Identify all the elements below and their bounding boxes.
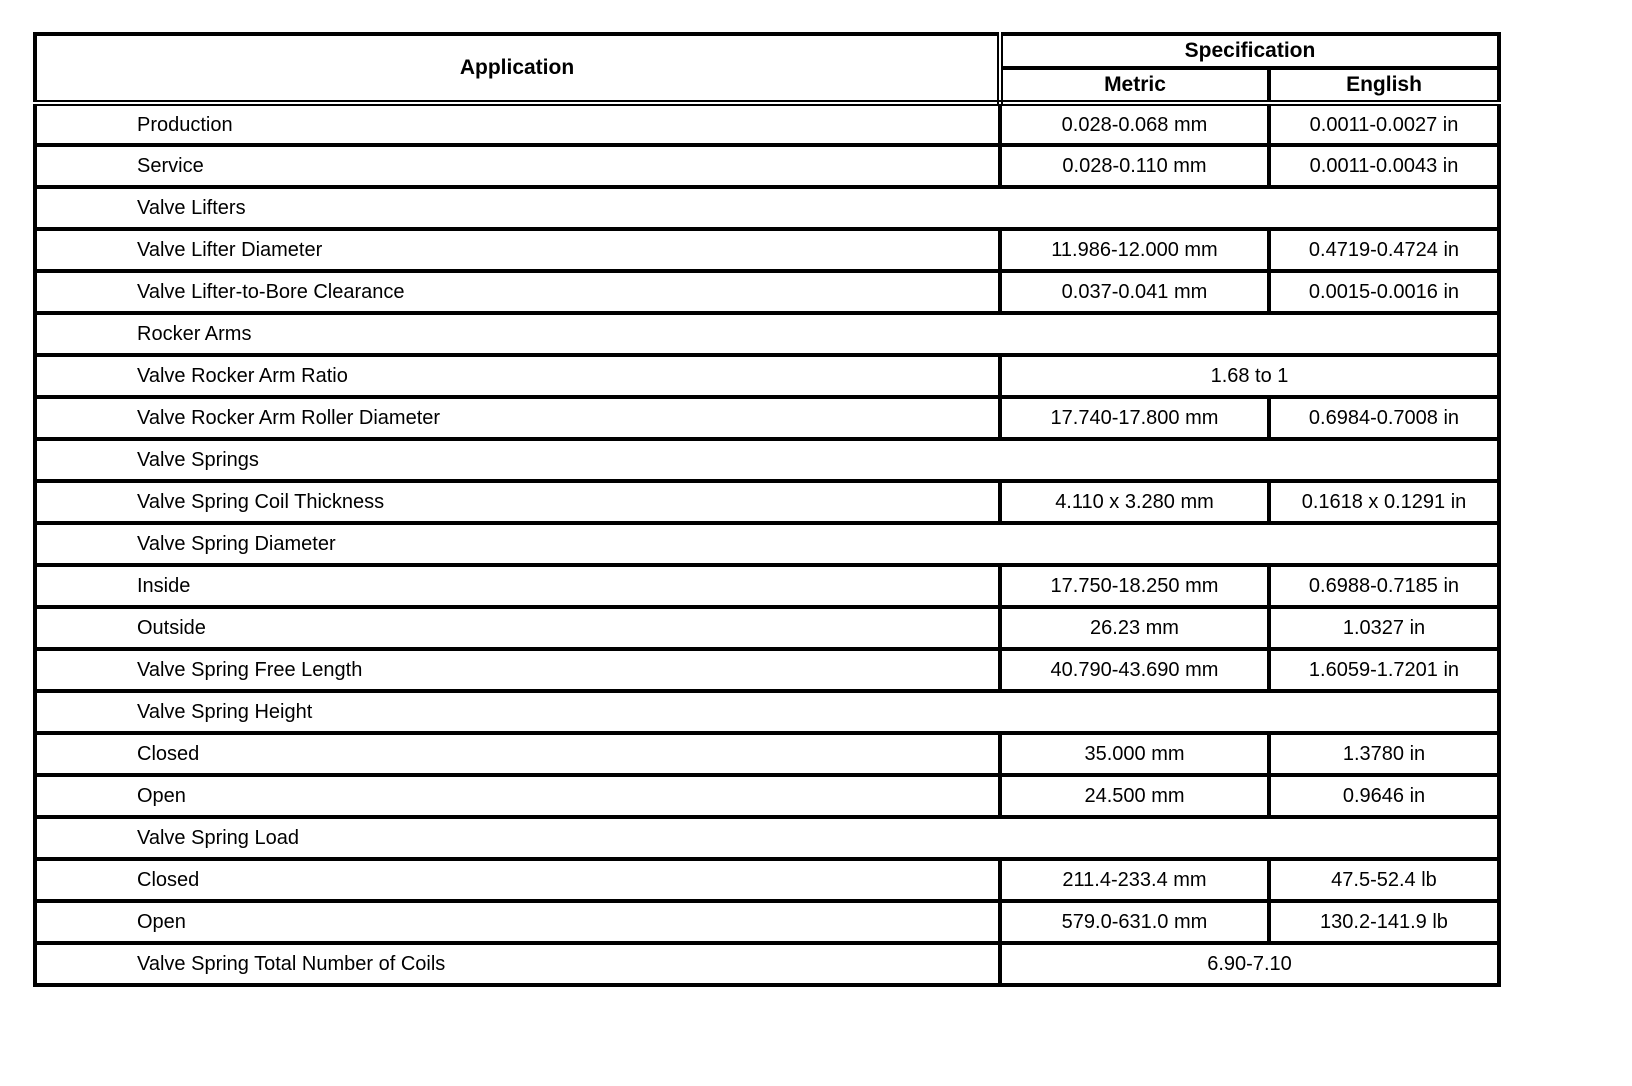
metric-value: 579.0-631.0 mm xyxy=(1000,901,1269,943)
metric-value: 24.500 mm xyxy=(1000,775,1269,817)
row-label: Closed xyxy=(35,859,1000,901)
row-label: Valve Spring Coil Thickness xyxy=(35,481,1000,523)
metric-value: 211.4-233.4 mm xyxy=(1000,859,1269,901)
metric-value: 11.986-12.000 mm xyxy=(1000,229,1269,271)
row-label: Valve Spring Free Length xyxy=(35,649,1000,691)
english-value: 0.6988-0.7185 in xyxy=(1269,565,1499,607)
table-row xyxy=(35,607,1499,649)
section-label: Valve Springs xyxy=(35,439,1499,481)
metric-value: 35.000 mm xyxy=(1000,733,1269,775)
table-row xyxy=(35,397,1499,439)
metric-value: 0.028-0.068 mm xyxy=(1000,103,1269,145)
english-value: 0.0015-0.0016 in xyxy=(1269,271,1499,313)
english-value: 0.4719-0.4724 in xyxy=(1269,229,1499,271)
english-value: 0.0011-0.0043 in xyxy=(1269,145,1499,187)
english-value: 0.9646 in xyxy=(1269,775,1499,817)
row-label: Open xyxy=(35,901,1000,943)
section-row xyxy=(35,439,1499,481)
row-label: Service xyxy=(35,145,1000,187)
table-row xyxy=(35,859,1499,901)
row-label: Valve Lifter Diameter xyxy=(35,229,1000,271)
table-row xyxy=(35,355,1499,397)
spec-span-value: 1.68 to 1 xyxy=(1000,355,1499,397)
row-label: Valve Rocker Arm Roller Diameter xyxy=(35,397,1000,439)
row-label: Production xyxy=(35,103,1000,145)
english-value: 47.5-52.4 lb xyxy=(1269,859,1499,901)
valve-specifications-table xyxy=(33,32,1501,987)
col-header-metric: Metric xyxy=(1000,68,1269,103)
metric-value: 0.037-0.041 mm xyxy=(1000,271,1269,313)
section-row xyxy=(35,691,1499,733)
table-header xyxy=(35,34,1499,103)
table-row xyxy=(35,943,1499,985)
table-row xyxy=(35,649,1499,691)
table-row xyxy=(35,775,1499,817)
section-label: Valve Spring Load xyxy=(35,817,1499,859)
metric-value: 4.110 x 3.280 mm xyxy=(1000,481,1269,523)
table-row xyxy=(35,901,1499,943)
english-value: 0.1618 x 0.1291 in xyxy=(1269,481,1499,523)
table-row xyxy=(35,145,1499,187)
table-row xyxy=(35,229,1499,271)
row-label: Open xyxy=(35,775,1000,817)
section-row xyxy=(35,313,1499,355)
table-row xyxy=(35,565,1499,607)
metric-value: 26.23 mm xyxy=(1000,607,1269,649)
col-header-english: English xyxy=(1269,68,1499,103)
col-header-specification: Specification xyxy=(1000,34,1499,68)
col-header-application: Application xyxy=(35,34,1000,103)
row-label: Valve Spring Total Number of Coils xyxy=(35,943,1000,985)
section-label: Valve Spring Height xyxy=(35,691,1499,733)
english-value: 1.0327 in xyxy=(1269,607,1499,649)
english-value: 1.3780 in xyxy=(1269,733,1499,775)
row-label: Valve Rocker Arm Ratio xyxy=(35,355,1000,397)
row-label: Valve Lifter-to-Bore Clearance xyxy=(35,271,1000,313)
section-row xyxy=(35,817,1499,859)
table-row xyxy=(35,103,1499,145)
section-row xyxy=(35,187,1499,229)
table-row xyxy=(35,481,1499,523)
english-value: 0.6984-0.7008 in xyxy=(1269,397,1499,439)
header-row-1 xyxy=(35,34,1499,68)
metric-value: 40.790-43.690 mm xyxy=(1000,649,1269,691)
metric-value: 0.028-0.110 mm xyxy=(1000,145,1269,187)
section-row xyxy=(35,523,1499,565)
table-body xyxy=(35,103,1499,985)
english-value: 0.0011-0.0027 in xyxy=(1269,103,1499,145)
english-value: 130.2-141.9 lb xyxy=(1269,901,1499,943)
table-row xyxy=(35,271,1499,313)
row-label: Closed xyxy=(35,733,1000,775)
section-label: Valve Lifters xyxy=(35,187,1499,229)
spec-span-value: 6.90-7.10 xyxy=(1000,943,1499,985)
metric-value: 17.750-18.250 mm xyxy=(1000,565,1269,607)
section-label: Valve Spring Diameter xyxy=(35,523,1499,565)
row-label: Inside xyxy=(35,565,1000,607)
table-row xyxy=(35,733,1499,775)
english-value: 1.6059-1.7201 in xyxy=(1269,649,1499,691)
row-label: Outside xyxy=(35,607,1000,649)
metric-value: 17.740-17.800 mm xyxy=(1000,397,1269,439)
section-label: Rocker Arms xyxy=(35,313,1499,355)
